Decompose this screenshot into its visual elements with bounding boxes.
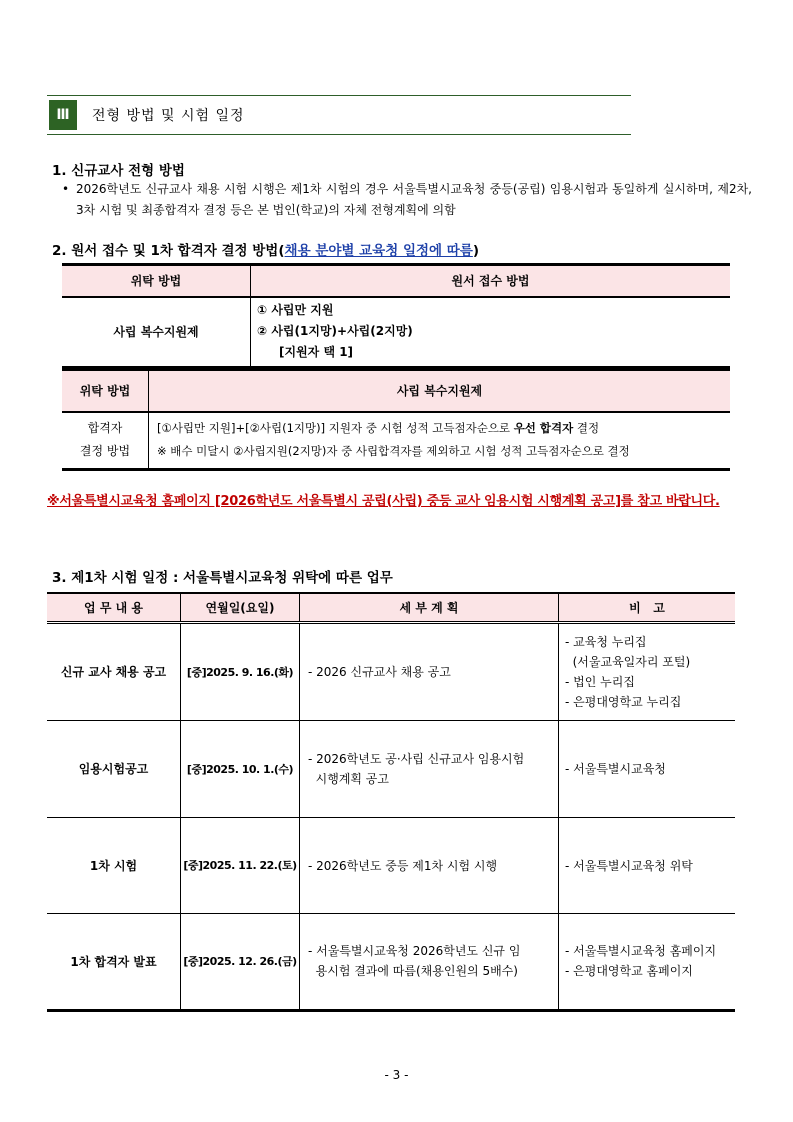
- note-cell: [559, 720, 736, 817]
- plan-line: - 서울특별시교육청 2026학년도 신규 임: [308, 944, 521, 958]
- note-cell: [559, 817, 736, 913]
- table-row: [47, 817, 735, 913]
- date-cell: [중]2025. 12. 26.(금): [181, 913, 300, 1010]
- t2-line-1: [157, 417, 730, 440]
- section-bottom-rule: [47, 134, 631, 135]
- plan-line: 시행계획 공고: [308, 771, 389, 786]
- t2-row-label: [62, 412, 149, 470]
- part1-bullet-text: 2026학년도 신규교사 채용 시험 시행은 제1차 시험의 경우 서울특별시교육청 중등(공립) 임용시험과 동일하게 실시하며, 제2차, 3차 시험 및 최종합격자 결정 등은 본 법인(학교)의 자체 전형계획에 의함: [76, 182, 752, 217]
- note-cell: [559, 913, 736, 1010]
- date-cell: [중]2025. 9. 16.(화): [181, 622, 300, 720]
- t2-line1-pre: [①사립만 지원]+[②사립(1지망)] 지원자 중 시험 성적 고득점자순으로: [157, 421, 514, 436]
- t2-row-label-line1: 합격자: [87, 421, 123, 436]
- part1-bullet-block: [62, 179, 752, 221]
- plan-line: 용시험 결과에 따름(채용인원의 5배수): [308, 964, 518, 978]
- table-row: [47, 913, 735, 1010]
- note-line: - 서울특별시교육청 홈페이지: [565, 944, 717, 958]
- note-line: - 서울특별시교육청: [565, 762, 666, 776]
- note-line: - 은평대영학교 홈페이지: [565, 964, 693, 978]
- note-line: - 서울특별시교육청 위탁: [565, 858, 693, 873]
- t3-header-plan: 세 부 계 획: [300, 593, 559, 622]
- plan-cell: [300, 913, 559, 1010]
- plan-cell: [300, 817, 559, 913]
- plan-cell: [300, 720, 559, 817]
- notice-link[interactable]: ※서울특별시교육청 홈페이지 [2026학년도 서울특별시 공립(사립) 중등 교사 임용시험 시행계획 공고]를 참고 바랍니다.: [47, 494, 720, 509]
- t1-line-3: [지원자 택 1]: [279, 345, 354, 360]
- plan-line: - 2026학년도 공·사립 신규교사 임용시험: [308, 751, 525, 766]
- part2-heading: [52, 239, 479, 259]
- note-cell: [559, 622, 736, 720]
- task-cell: 신규 교사 채용 공고: [47, 622, 181, 720]
- plan-cell: [300, 622, 559, 720]
- part3-heading: 3. 제1차 시험 일정 : 서울특별시교육청 위탁에 따른 업무: [52, 570, 393, 586]
- t3-header-task: 업 무 내 용: [47, 593, 181, 622]
- t2-row-content: [149, 412, 731, 470]
- schedule-table: [47, 592, 735, 1012]
- part2-heading-link[interactable]: 채용 분야별 교육청 일정에 따름: [284, 243, 473, 259]
- task-cell: 임용시험공고: [47, 720, 181, 817]
- table-row: [47, 622, 735, 720]
- application-method-table: [62, 263, 730, 369]
- note-line: - 은평대영학교 누리집: [565, 694, 682, 709]
- plan-line: - 2026학년도 중등 제1차 시험 시행: [308, 858, 498, 873]
- t1-row-content: [251, 297, 731, 368]
- t3-header-date: 연월일(요일): [181, 593, 300, 622]
- date-cell: [중]2025. 10. 1.(수): [181, 720, 300, 817]
- part2-heading-suffix: ): [472, 243, 480, 259]
- section-number: Ⅲ: [49, 100, 77, 130]
- t2-line1-bold: 우선 합격자: [513, 421, 574, 436]
- t1-header-application: 원서 접수 방법: [251, 265, 731, 297]
- task-cell: 1차 시험: [47, 817, 181, 913]
- part1-heading: 1. 신규교사 전형 방법: [52, 163, 185, 179]
- plan-line: - 2026 신규교사 채용 공고: [308, 665, 451, 679]
- note-line: - 교육청 누리집: [565, 634, 647, 649]
- bullet-dot: •: [62, 182, 70, 196]
- table-row: [47, 720, 735, 817]
- t2-header-method: 위탁 방법: [62, 370, 149, 412]
- note-line: (서울교육일자리 포털): [565, 654, 691, 669]
- task-cell: 1차 합격자 발표: [47, 913, 181, 1010]
- t1-row-label: 사립 복수지원제: [62, 297, 251, 368]
- t2-row-label-line2: 결정 방법: [79, 444, 131, 459]
- section-title: 전형 방법 및 시험 일정: [92, 108, 245, 124]
- part2-heading-prefix: 2. 원서 접수 및 1차 합격자 결정 방법(: [52, 243, 285, 259]
- t1-header-method: 위탁 방법: [62, 265, 251, 297]
- section-top-rule: [47, 95, 631, 96]
- t1-line-2: ② 사립(1지망)+사립(2지망): [257, 324, 413, 339]
- note-line: - 법인 누리집: [565, 674, 635, 689]
- t1-line-1: ① 사립만 지원: [257, 303, 334, 318]
- pass-decision-table: [62, 368, 730, 471]
- date-cell: [중]2025. 11. 22.(토): [181, 817, 300, 913]
- page-number: - 3 -: [384, 1068, 409, 1082]
- t2-line-2: ※ 배수 미달시 ②사립지원(2지망)자 중 사립합격자를 제외하고 시험 성적 고득점자순으로 결정: [157, 444, 630, 459]
- t2-line1-post: 결정: [573, 421, 600, 436]
- t2-header-system: 사립 복수지원제: [149, 370, 731, 412]
- t3-header-note: 비 고: [559, 593, 736, 622]
